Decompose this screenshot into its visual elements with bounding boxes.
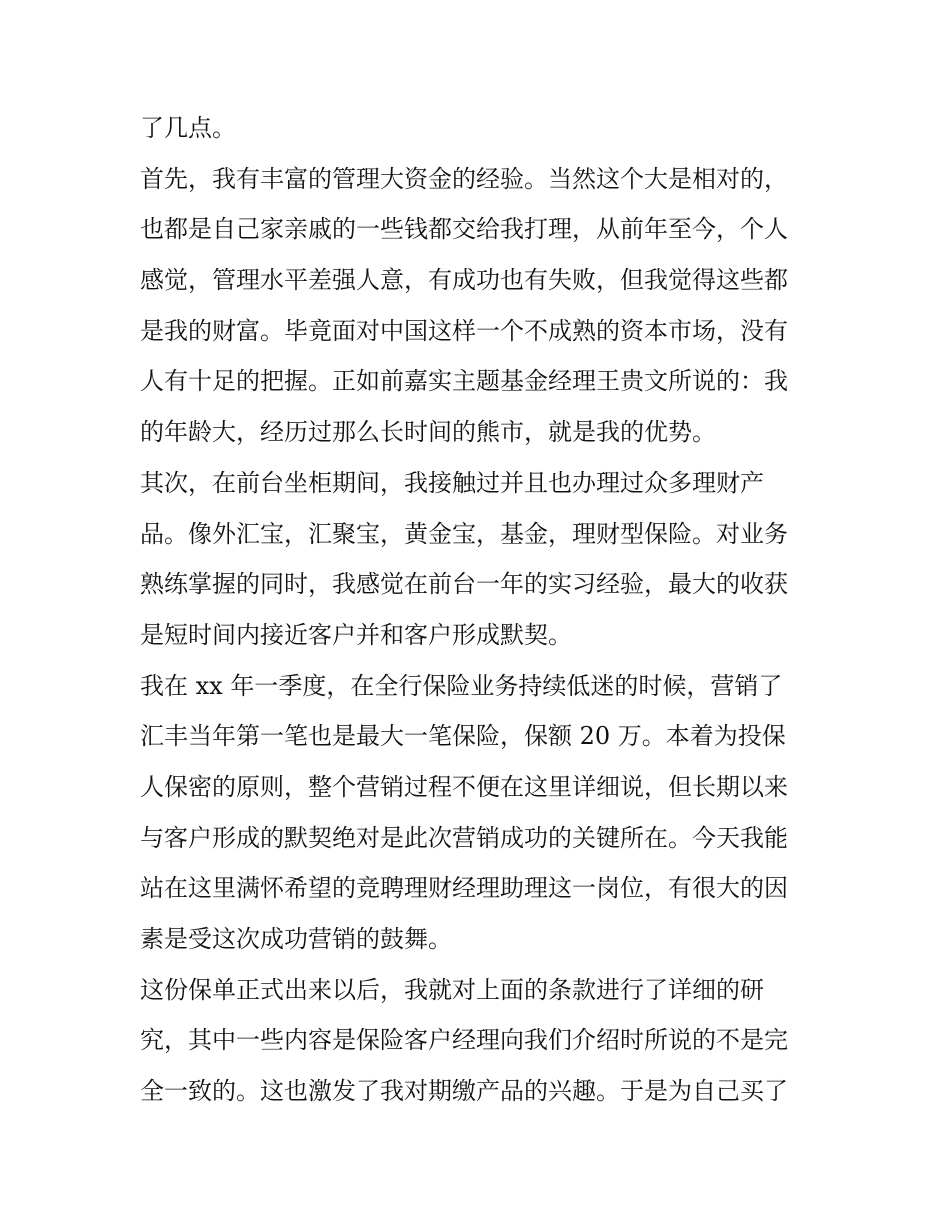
text-line: 品。像外汇宝，汇聚宝，黄金宝，基金，理财型保险。对业务 <box>140 519 788 548</box>
text-line: 全一致的。这也激发了我对期缴产品的兴趣。于是为自己买了 <box>140 1077 788 1106</box>
text-line: 究，其中一些内容是保险客户经理向我们介绍时所说的不是完 <box>140 1026 788 1055</box>
text-line: 是我的财富。毕竟面对中国这样一个不成熟的资本市场，没有 <box>140 316 788 345</box>
text-line: 了几点。 <box>140 114 236 142</box>
text-line: 我在 xx 年一季度，在全行保险业务持续低迷的时候，营销了 <box>140 671 783 700</box>
text-line: 感觉，管理水平差强人意，有成功也有失败，但我觉得这些都 <box>140 266 788 295</box>
text-line: 的年龄大，经历过那么长时间的熊市，就是我的优势。 <box>140 418 716 447</box>
text-line: 这份保单正式出来以后，我就对上面的条款进行了详细的研 <box>140 975 764 1004</box>
text-line: 人有十足的把握。正如前嘉实主题基金经理王贵文所说的：我 <box>140 367 788 396</box>
text-line: 与客户形成的默契绝对是此次营销成功的关键所在。今天我能 <box>140 823 788 852</box>
text-line: 站在这里满怀希望的竞聘理财经理助理这一岗位，有很大的因 <box>140 874 788 903</box>
text-line: 汇丰当年第一笔也是最大一笔保险，保额 20 万。本着为投保 <box>140 722 786 751</box>
document-body <box>140 103 820 1117</box>
text-line: 首先，我有丰富的管理大资金的经验。当然这个大是相对的， <box>140 164 788 193</box>
text-line: 也都是自己家亲戚的一些钱都交给我打理，从前年至今，个人 <box>140 215 788 244</box>
text-line: 熟练掌握的同时，我感觉在前台一年的实习经验，最大的收获 <box>140 570 788 599</box>
text-line: 其次，在前台坐柜期间，我接触过并且也办理过众多理财产 <box>140 468 764 497</box>
text-line: 素是受这次成功营销的鼓舞。 <box>140 925 452 953</box>
text-line: 是短时间内接近客户并和客户形成默契。 <box>140 620 572 649</box>
text-line: 人保密的原则，整个营销过程不便在这里详细说，但长期以来 <box>140 772 788 801</box>
